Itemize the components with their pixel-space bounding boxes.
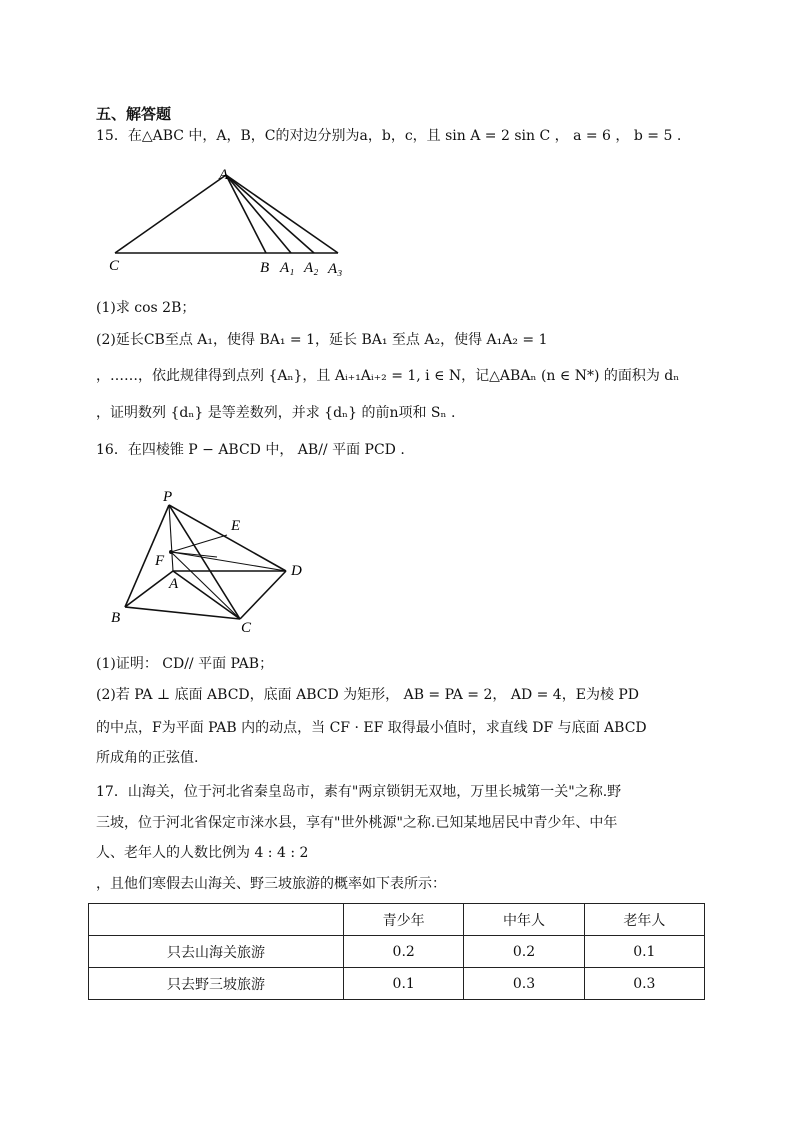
- label-A: A: [219, 167, 229, 183]
- table-header-cell: 青少年: [344, 904, 464, 936]
- table-header-cell: 老年人: [584, 904, 704, 936]
- q15-triangle-figure: [100, 160, 360, 280]
- q16-pyramid-figure: [105, 485, 325, 635]
- label-F: F: [155, 553, 165, 569]
- label-B: B: [111, 610, 121, 626]
- label-A3: A₃: [328, 261, 343, 277]
- label-D: D: [291, 563, 302, 579]
- label-A2: A₂: [304, 260, 319, 276]
- table-header-cell: 中年人: [464, 904, 584, 936]
- table-cell: 0.3: [464, 968, 584, 1000]
- q16-part2-line1: (2)若 PA ⊥ 底面 ABCD，底面 ABCD 为矩形， AB = PA = 2， AD = 4，E为棱 PD: [96, 687, 640, 703]
- q15-part1: (1)求 cos 2B；: [96, 300, 196, 316]
- q17-line4: ，且他们寒假去山海关、野三坡旅游的概率如下表所示：: [96, 876, 446, 892]
- q16-part2-line3: 所成角的正弦值.: [96, 750, 199, 766]
- q15-part2-line3: ，证明数列 {dₙ} 是等差数列，并求 {dₙ} 的前n项和 Sₙ .: [96, 405, 456, 421]
- label-P: P: [163, 489, 173, 505]
- label-C: C: [241, 620, 252, 635]
- probability-table: [88, 903, 705, 1000]
- table-cell: 0.2: [464, 936, 584, 968]
- table-cell: 0.1: [344, 968, 464, 1000]
- q15-stem: 15．在△ABC 中，A，B，C的对边分别为a，b，c，且 sin A = 2 sin C ， a = 6 ， b = 5 .: [96, 128, 682, 144]
- q16-part1: (1)证明： CD// 平面 PAB；: [96, 656, 274, 672]
- table-cell: 只去野三坡旅游: [89, 968, 344, 1000]
- q17-line3: 人、老年人的人数比例为 4 : 4 : 2: [96, 845, 309, 861]
- table-row: [89, 968, 705, 1000]
- q17-line2: 三坡，位于河北省保定市涞水县，享有"世外桃源"之称.已知某地居民中青少年、中年: [96, 815, 618, 831]
- table-cell: 0.2: [344, 936, 464, 968]
- label-E: E: [231, 518, 241, 534]
- table-cell: 0.1: [584, 936, 704, 968]
- q15-part2-line2: ，……，依此规律得到点列 {Aₙ}，且 Aᵢ₊₁Aᵢ₊₂ = 1, i ∈ N，记△ABAₙ (n ∈ N*) 的面积为 dₙ: [96, 368, 680, 384]
- label-A: A: [169, 576, 179, 592]
- table-header-row: [89, 904, 705, 936]
- q15-part2-line1: (2)延长CB至点 A₁，使得 BA₁ = 1，延长 BA₁ 至点 A₂，使得 A₁A₂ = 1: [96, 332, 548, 348]
- label-B: B: [260, 260, 270, 276]
- q16-stem: 16．在四棱锥 P − ABCD 中， AB// 平面 PCD .: [96, 442, 405, 458]
- label-C: C: [109, 258, 120, 274]
- table-cell: 只去山海关旅游: [89, 936, 344, 968]
- table-cell: 0.3: [584, 968, 704, 1000]
- q16-part2-line2: 的中点，F为平面 PAB 内的动点，当 CF · EF 取得最小值时，求直线 DF 与底面 ABCD: [96, 720, 647, 736]
- table-row: [89, 936, 705, 968]
- q17-line1: 17．山海关，位于河北省秦皇岛市，素有"两京锁钥无双地，万里长城第一关"之称.野: [96, 784, 622, 800]
- section-title: 五、解答题: [96, 105, 172, 123]
- table-header-cell: [89, 904, 344, 936]
- label-A1: A₁: [280, 260, 295, 276]
